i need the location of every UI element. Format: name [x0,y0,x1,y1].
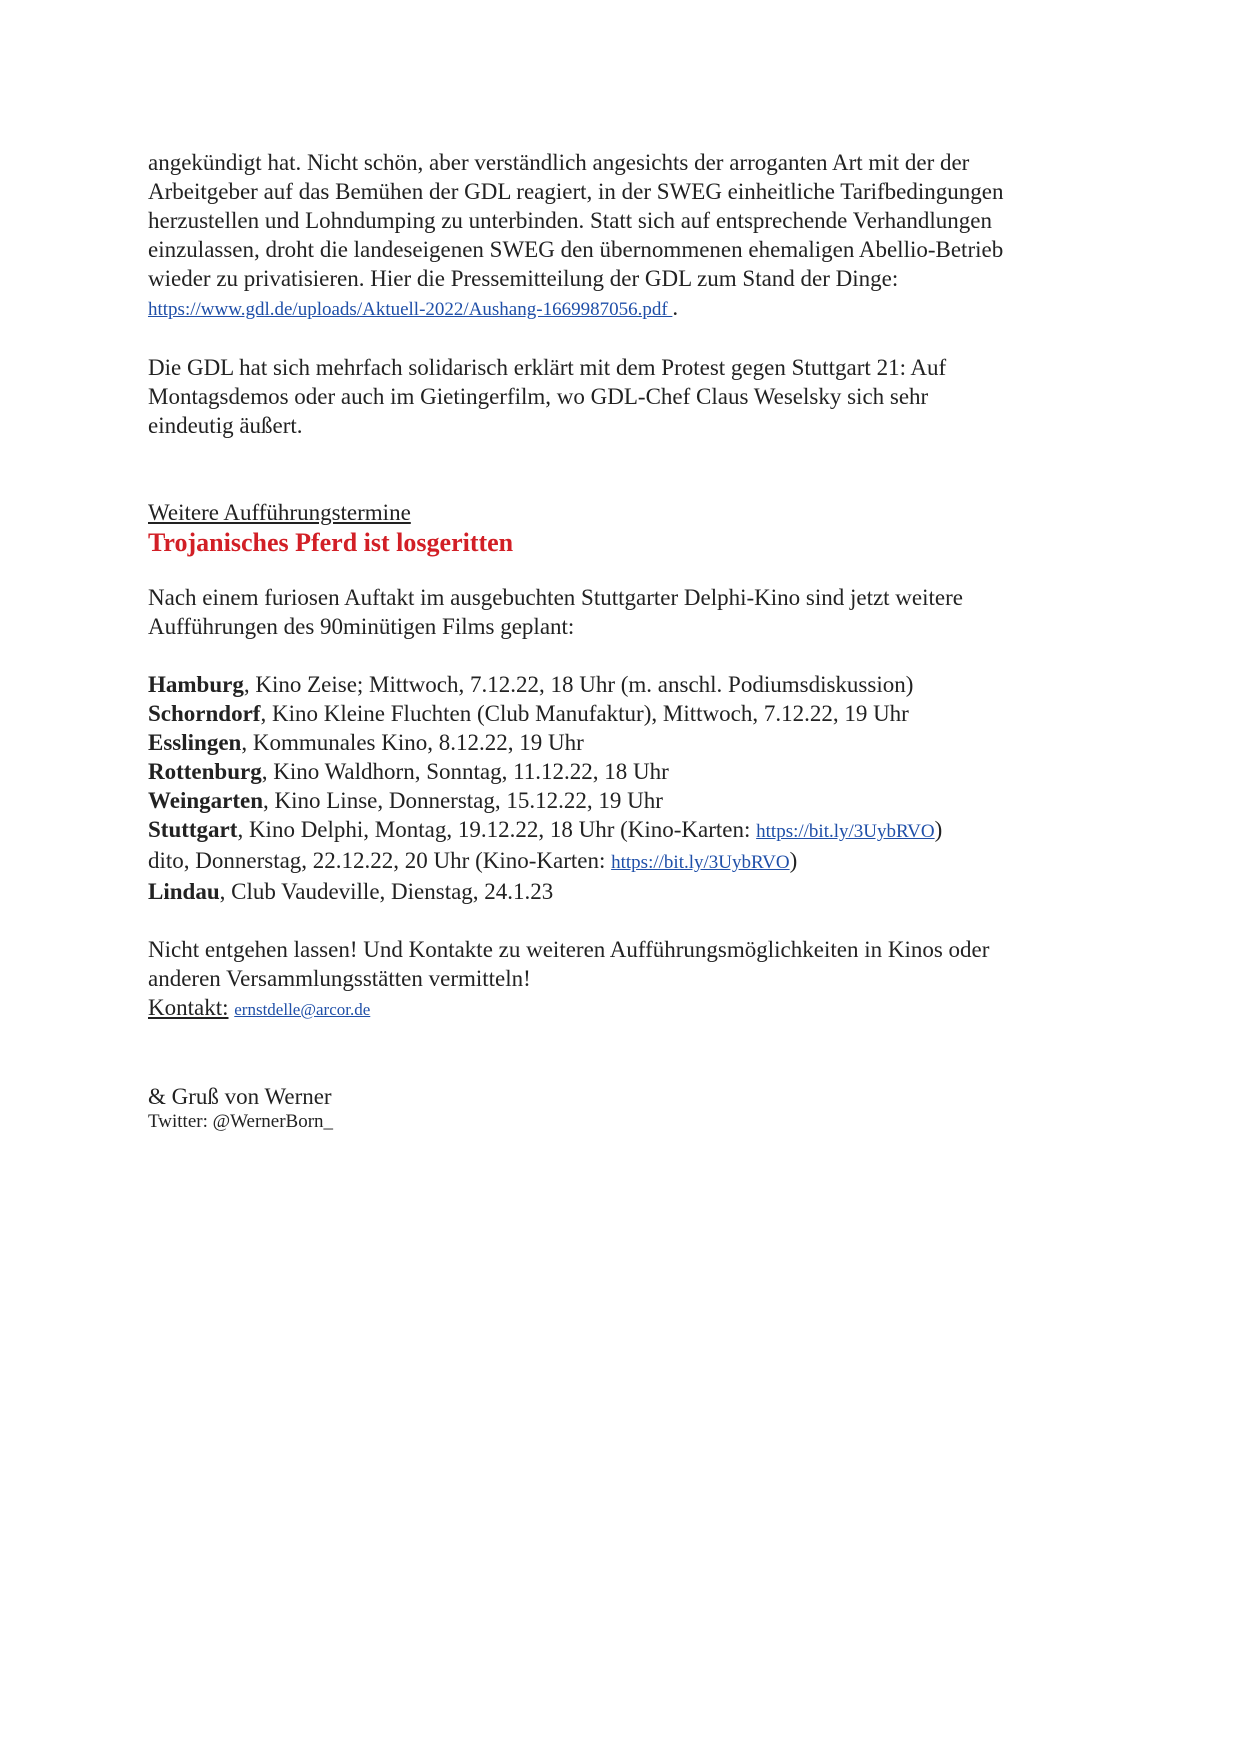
intro-paragraph [148,148,1098,324]
text-line: anderen Versammlungsstätten vermitteln! [148,966,531,991]
section-intro [148,583,1098,641]
screening-city: Stuttgart [148,817,238,842]
link-suffix: . [672,295,679,320]
screening-details: , Club Vaudeville, Dienstag, 24.1.23 [219,879,554,904]
screening-suffix: ) [789,848,798,873]
screening-city: Weingarten [148,788,263,813]
text-line: Montagsdemos oder auch im Gietingerfilm, wo GDL-Chef Claus Weselsky sich sehr [148,384,929,409]
screening-details: , Kino Waldhorn, Sonntag, 11.12.22, 18 Uhr [261,759,669,784]
press-release-line [148,293,1098,324]
twitter-handle: Twitter: @WernerBorn_ [148,1111,334,1132]
closing-paragraph [148,935,1098,1024]
text-line: Nach einem furiosen Auftakt im ausgebuchten Stuttgarter Delphi-Kino sind jetzt weitere [148,585,963,610]
screening-item [148,846,1098,877]
signature [148,1082,1098,1133]
press-release-link[interactable]: https://www.gdl.de/uploads/Aktuell-2022/Aushang-1669987056.pdf [148,299,673,320]
screening-item [148,728,1098,757]
contact-email-link[interactable]: ernstdelle@arcor.de [234,1000,371,1019]
screening-city: Esslingen [148,730,242,755]
screening-item [148,815,1098,846]
ticket-link[interactable]: https://bit.ly/3UybRVO [756,821,935,842]
solidarity-paragraph [148,353,1098,440]
screening-item [148,786,1098,815]
contact-label: Kontakt: [148,995,229,1020]
screening-city: Schorndorf [148,701,261,726]
text-line: angekündigt hat. Nicht schön, aber verständlich angesichts der arroganten Art mit der der [148,150,970,175]
text-line: herzustellen und Lohndumping zu unterbinden. Statt sich auf entsprechende Verhandlungen [148,208,992,233]
text-line: einzulassen, droht die landeseigenen SWEG den übernommenen ehemaligen Abellio-Betrieb [148,237,1004,262]
screening-details: , Kommunales Kino, 8.12.22, 19 Uhr [241,730,584,755]
screening-item [148,699,1098,728]
text-line: wieder zu privatisieren. Hier die Pressemitteilung der GDL zum Stand der Dinge: [148,266,899,291]
screening-details: dito, Donnerstag, 22.12.22, 20 Uhr (Kino-Karten: [148,848,612,873]
screening-details: , Kino Kleine Fluchten (Club Manufaktur), Mittwoch, 7.12.22, 19 Uhr [260,701,909,726]
screening-list [148,670,1098,906]
text-line: Aufführungen des 90minütigen Films geplant: [148,614,575,639]
section-title: Trojanisches Pferd ist losgeritten [148,528,514,557]
text-line: Die GDL hat sich mehrfach solidarisch erklärt mit dem Protest gegen Stuttgart 21: Auf [148,355,947,380]
contact-line [148,993,1098,1024]
text-line: eindeutig äußert. [148,413,303,438]
screening-city: Hamburg [148,672,244,697]
screening-city: Lindau [148,879,220,904]
section-subheading: Weitere Aufführungstermine [148,500,411,525]
screening-details: , Kino Delphi, Montag, 19.12.22, 18 Uhr (Kino-Karten: [237,817,757,842]
screening-item [148,877,1098,906]
text-line: Nicht entgehen lassen! Und Kontakte zu weiteren Aufführungsmöglichkeiten in Kinos oder [148,937,990,962]
screening-suffix: ) [934,817,943,842]
screening-details: , Kino Zeise; Mittwoch, 7.12.22, 18 Uhr (m. anschl. Podiumsdiskussion) [243,672,914,697]
screening-item [148,670,1098,699]
document-page [148,148,1098,1133]
text-line: Arbeitgeber auf das Bemühen der GDL reagiert, in der SWEG einheitliche Tarifbedingungen [148,179,1004,204]
screening-details: , Kino Linse, Donnerstag, 15.12.22, 19 Uhr [263,788,663,813]
screening-city: Rottenburg [148,759,262,784]
ticket-link[interactable]: https://bit.ly/3UybRVO [611,852,790,873]
screening-item [148,757,1098,786]
greeting: & Gruß von Werner [148,1084,332,1109]
